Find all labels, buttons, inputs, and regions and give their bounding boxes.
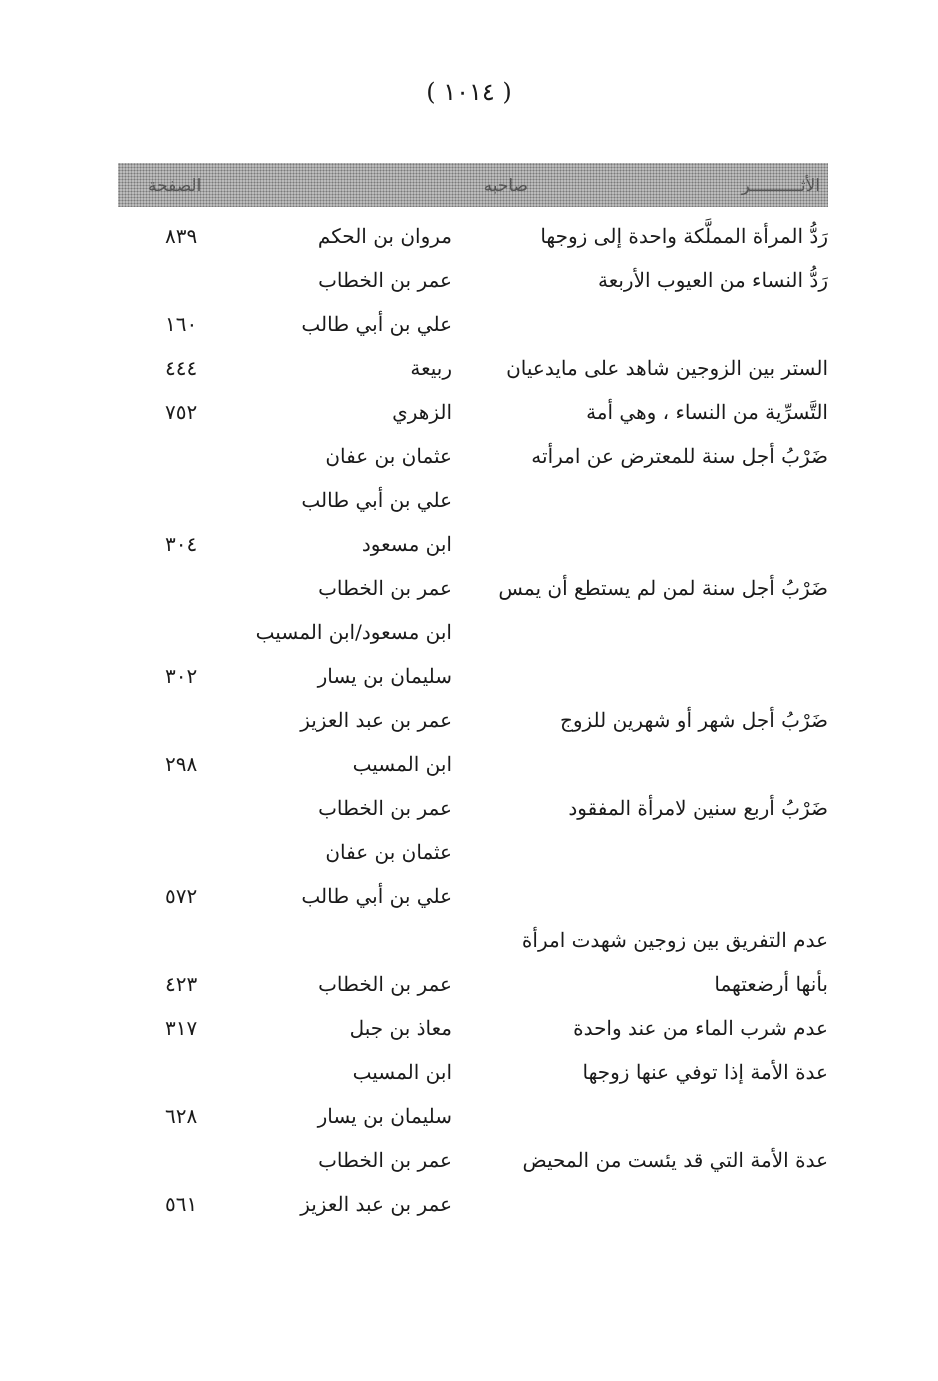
- row-topic: التَّسرِّية من النساء ، وهي أمة: [586, 400, 828, 424]
- header-page: الصفحة: [148, 176, 202, 196]
- row-owner: علي بن أبي طالب: [301, 312, 452, 336]
- row-owner: عثمان بن عفان: [325, 840, 452, 864]
- row-owner: الزهري: [392, 400, 452, 424]
- table-header: [118, 163, 828, 207]
- row-topic: رَدُّ المرأة المملَّكة واحدة إلى زوجها: [540, 224, 828, 248]
- row-owner: ابن المسيب: [352, 1060, 452, 1084]
- row-topic: ضَرْبُ أجل شهر أو شهرين للزوج: [559, 708, 828, 732]
- table-row: [0, 1186, 938, 1230]
- row-owner: مروان بن الحكم: [317, 224, 452, 248]
- table-row: [0, 746, 938, 790]
- row-owner: عثمان بن عفان: [325, 444, 452, 468]
- row-owner: عمر بن الخطاب: [318, 268, 452, 292]
- table-row: [0, 350, 938, 394]
- row-topic: عدم التفريق بين زوجين شهدت امرأة: [521, 928, 828, 952]
- row-topic: ضَرْبُ أجل سنة لمن لم يستطع أن يمس: [498, 576, 828, 600]
- row-page: ٣٠٤: [165, 532, 198, 556]
- header-owner: صاحبه: [483, 176, 528, 196]
- row-topic: ضَرْبُ أجل سنة للمعترض عن امرأته: [531, 444, 828, 468]
- table-row: [0, 306, 938, 350]
- row-owner: عمر بن عبد العزيز: [300, 708, 452, 732]
- row-page: ٥٦١: [165, 1192, 198, 1216]
- table-row: [0, 1142, 938, 1186]
- row-topic: بأنها أرضعتهما: [714, 972, 828, 996]
- table-row: [0, 878, 938, 922]
- row-page: ٣١٧: [165, 1016, 198, 1040]
- row-owner: ابن مسعود/ابن المسيب: [255, 620, 452, 644]
- row-page: ١٦٠: [165, 312, 198, 336]
- row-topic: الستر بين الزوجين شاهد على مايدعيان: [506, 356, 828, 380]
- row-topic: ضَرْبُ أربع سنين لامرأة المفقود: [568, 796, 828, 820]
- index-table: [0, 218, 938, 1230]
- table-row: [0, 702, 938, 746]
- row-owner: عمر بن الخطاب: [318, 1148, 452, 1172]
- row-owner: عمر بن الخطاب: [318, 576, 452, 600]
- table-row: [0, 658, 938, 702]
- table-row: [0, 922, 938, 966]
- row-owner: عمر بن الخطاب: [318, 972, 452, 996]
- row-page: ٦٢٨: [165, 1104, 198, 1128]
- table-row: [0, 394, 938, 438]
- row-owner: ابن المسيب: [352, 752, 452, 776]
- row-topic: رَدُّ النساء من العيوب الأربعة: [597, 268, 828, 292]
- row-owner: علي بن أبي طالب: [301, 488, 452, 512]
- row-owner: عمر بن عبد العزيز: [300, 1192, 452, 1216]
- row-page: ٣٠٢: [165, 664, 198, 688]
- table-row: [0, 262, 938, 306]
- row-owner: علي بن أبي طالب: [301, 884, 452, 908]
- table-row: [0, 966, 938, 1010]
- row-owner: ابن مسعود: [361, 532, 452, 556]
- table-row: [0, 614, 938, 658]
- row-page: ٤٤٤: [165, 356, 198, 380]
- row-page: ٤٢٣: [165, 972, 198, 996]
- row-topic: عدة الأمة التي قد يئست من المحيض: [522, 1148, 828, 1172]
- row-owner: ربيعة: [410, 356, 452, 380]
- row-page: ٧٥٢: [165, 400, 198, 424]
- row-page: ٨٣٩: [165, 224, 198, 248]
- row-topic: عدم شرب الماء من عند واحدة: [573, 1016, 828, 1040]
- table-row: [0, 1054, 938, 1098]
- table-row: [0, 570, 938, 614]
- table-row: [0, 482, 938, 526]
- page-number: ( ١٠١٤ ): [426, 78, 512, 106]
- table-row: [0, 526, 938, 570]
- table-row: [0, 834, 938, 878]
- table-row: [0, 790, 938, 834]
- table-row: [0, 438, 938, 482]
- row-owner: معاذ بن جبل: [349, 1016, 452, 1040]
- header-topic: الأثــــــــــر: [741, 176, 820, 196]
- row-topic: عدة الأمة إذا توفي عنها زوجها: [582, 1060, 828, 1084]
- row-page: ٢٩٨: [165, 752, 198, 776]
- row-owner: سليمان بن يسار: [317, 664, 452, 688]
- table-row: [0, 218, 938, 262]
- table-row: [0, 1010, 938, 1054]
- table-row: [0, 1098, 938, 1142]
- row-owner: سليمان بن يسار: [317, 1104, 452, 1128]
- row-page: ٥٧٢: [165, 884, 198, 908]
- row-owner: عمر بن الخطاب: [318, 796, 452, 820]
